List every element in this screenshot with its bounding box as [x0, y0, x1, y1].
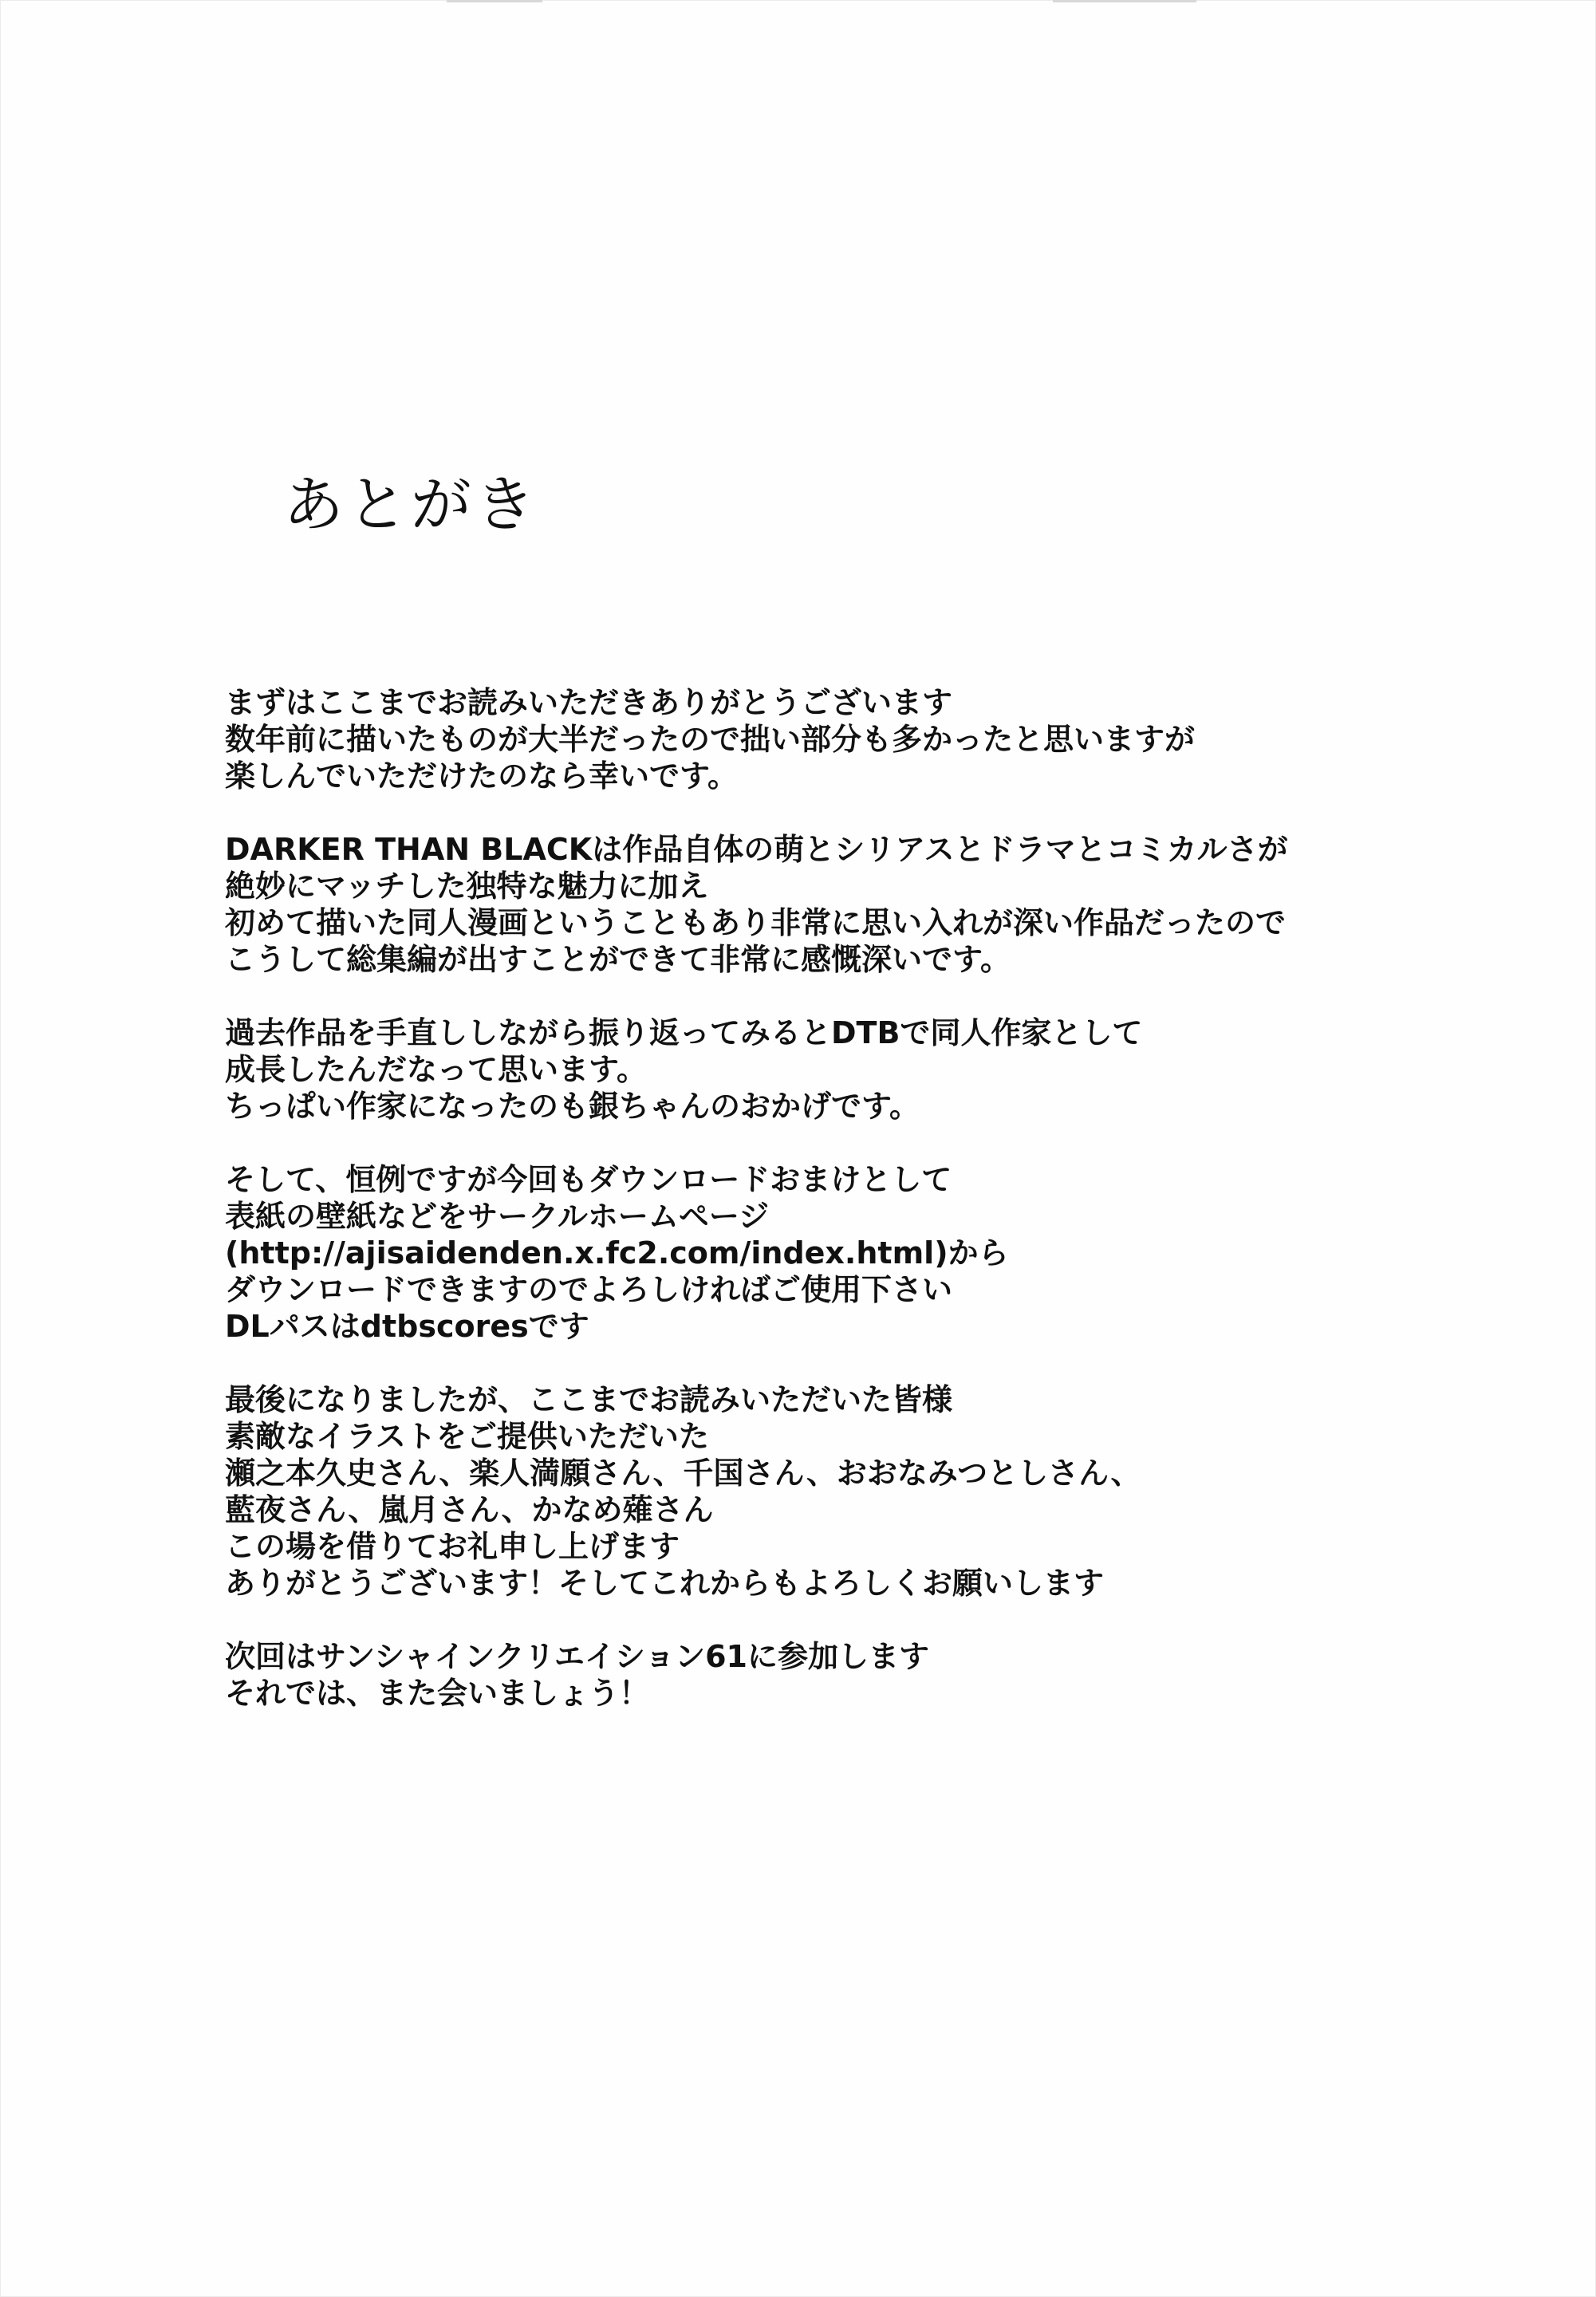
afterword-body: [225, 684, 1469, 1748]
text-line: こうして総集編が出すことができて非常に感慨深いです。: [225, 942, 1011, 977]
text-line: 過去作品を手直ししながら振り返ってみるとDTBで同人作家として: [225, 1015, 1143, 1050]
text-line: 絶妙にマッチした独特な魅力に加え: [225, 869, 709, 904]
text-line: この場を借りてお礼申し上げます: [225, 1529, 680, 1564]
text-line: 表紙の壁紙などをサークルホームページ: [225, 1199, 770, 1234]
scan-edge-mark: [1053, 0, 1196, 2]
text-line: まずはここまでお読みいただきありがとうございます: [225, 685, 953, 720]
paragraph-growth: [225, 1015, 1469, 1125]
guest-artists-line: 藍夜さん、嵐月さん、かなめ薙さん: [225, 1492, 714, 1527]
scan-edge-mark: [447, 0, 542, 2]
text-line: DARKER THAN BLACKは作品自体の萌とシリアスとドラマとコミカルさが: [225, 832, 1288, 867]
text-line: ダウンロードできますのでよろしければご使用下さい: [225, 1272, 953, 1307]
text-line: 次回はサンシャインクリエイション61に参加します: [225, 1639, 929, 1674]
paragraph-credits: [225, 1381, 1469, 1602]
text-line: 数年前に描いたものが大半だったので拙い部分も多かったと思いますが: [225, 722, 1196, 757]
paragraph-dtb: [225, 831, 1469, 978]
text-line: 初めて描いた同人漫画ということもあり非常に思い入れが深い作品だったので: [225, 905, 1287, 940]
text-line: そして、恒例ですが今回もダウンロードおまけとして: [225, 1162, 952, 1197]
guest-artists-line: 瀬之本久史さん、楽人満願さん、千国さん、おおなみつとしさん、: [225, 1456, 1141, 1491]
text-line: 楽しんでいただけたのなら幸いです。: [225, 758, 738, 794]
download-password: DLパスはdtbscoresです: [225, 1309, 589, 1344]
homepage-url: (http://ajisaidenden.x.fc2.com/index.html)から: [225, 1235, 1009, 1271]
text-line: 最後になりましたが、ここまでお読みいただいた皆様: [225, 1382, 953, 1417]
text-line: ありがとうございます！そしてこれからもよろしくお願いします: [225, 1566, 1105, 1601]
paragraph-download: [225, 1161, 1469, 1345]
paragraph-thanks: [225, 684, 1469, 794]
text-line: それでは、また会いましょう！: [225, 1676, 650, 1711]
text-line: 素敵なイラストをご提供いただいた: [225, 1419, 709, 1454]
text-line: 成長したんだなって思います。: [225, 1052, 647, 1087]
paragraph-next-event: [225, 1638, 1469, 1712]
text-line: ちっぱい作家になったのも銀ちゃんのおかげです。: [225, 1089, 920, 1124]
page-title: あとがき: [283, 469, 538, 540]
